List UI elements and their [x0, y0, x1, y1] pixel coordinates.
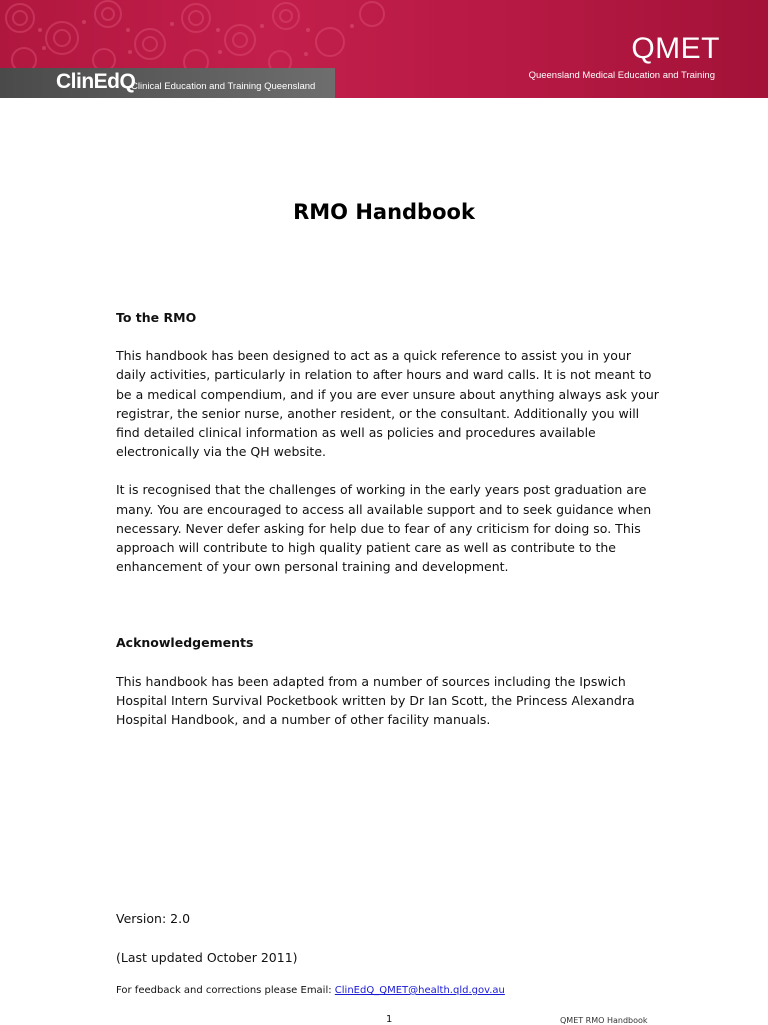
page-number: 1 [386, 1014, 393, 1025]
document-title: RMO Handbook [293, 200, 475, 224]
qmet-tagline: Queensland Medical Education and Training [528, 70, 715, 81]
recognition-paragraph: It is recognised that the challenges of working in the early years post graduation are many. You are encouraged to access all available support and to seek guidance when necessary. Never defer asking for help due to fear of any criticism for doing so. This approach will contribute to high quality patient care as well as contribute to the enhancement of your own personal training and development. [116, 482, 652, 575]
feedback-prefix: For feedback and corrections please Email: [116, 985, 335, 996]
running-footer-title: QMET RMO Handbook [560, 1016, 648, 1025]
feedback-email-link[interactable]: ClinEdQ_QMET@health.qld.gov.au [334, 985, 505, 996]
section-heading-acknowledgements: Acknowledgements [116, 635, 254, 651]
section-heading-to-rmo: To the RMO [116, 310, 197, 325]
document-body [116, 308, 661, 729]
clinedq-tagline: Clinical Education and Training Queensland [131, 81, 316, 92]
acknowledgements-paragraph: This handbook has been adapted from a number of sources including the Ipswich Hospital Intern Survival Pocketbook written by Dr Ian Scott, the Princess Alexandra Hospital Handbook, and a number of other facility manuals. [116, 673, 635, 728]
feedback-line [116, 985, 505, 996]
intro-paragraph: This handbook has been designed to act as a quick reference to assist you in your daily activities, particularly in relation to after hours and ward calls. It is not meant to be a medical compendium, and if you are ever unsure about anything always ask your registrar, the senior nurse, another resident, or the consultant. Additionally you will find detailed clinical information as well as policies and procedures available electronically via the QH website. [116, 348, 659, 460]
last-updated-label: (Last updated October 2011) [116, 950, 298, 965]
clinedq-logo: ClinEdQ [56, 70, 136, 93]
qmet-logo: QMET [631, 32, 720, 65]
header-banner [0, 0, 768, 98]
version-label: Version: 2.0 [116, 911, 191, 926]
